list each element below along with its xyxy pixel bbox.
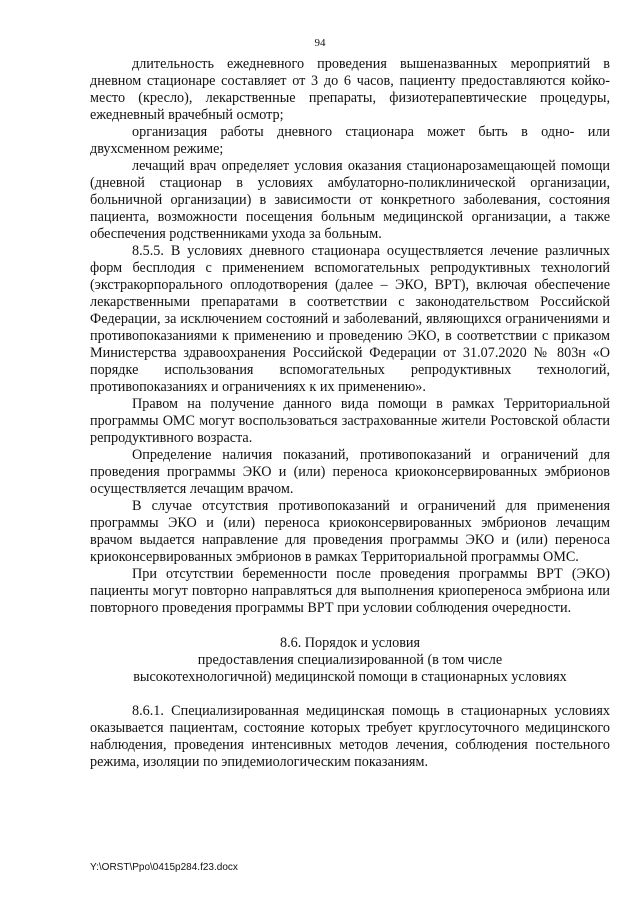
paragraph-shift-mode: организация работы дневного стационара может быть в одно- или двухсменном режиме; (90, 124, 610, 157)
paragraph-repeat-program: При отсутствии беременности после проведения программы ВРТ (ЭКО) пациенты могут повторно направляться для выполнения криопереноса эмбриона или повторного проведения программы ВРТ при условии соблюдения очередности. (90, 566, 610, 616)
paragraph-eligibility: Правом на получение данного вида помощи в рамках Территориальной программы ОМС могут воспользоваться застрахованные жители Ростовской области репродуктивного возраста. (90, 396, 610, 446)
paragraph-8-5-5-ivf: 8.5.5. В условиях дневного стационара осуществляется лечение различных форм бесплодия с применением вспомогательных репродуктивных технологий (экстракорпорального оплодотворения (далее – ЭКО, ВРТ), включая обеспечение лекарственными препаратами в соответствии с законодательством Российской Федерации, за исключением состояний и заболеваний, являющихся ограничениями и противопоказаниями к применению и проведению ЭКО, в соответствии с приказом Министерства здравоохранения Российской Федерации от 31.07.2020 № 803н «О порядке использования вспомогательных репродуктивных технологий, противопоказаниях и ограничениях к их применению». (90, 243, 610, 395)
section-heading-8-6 (90, 635, 610, 686)
paragraph-8-6-1: 8.6.1. Специализированная медицинская помощь в стационарных условиях оказывается пациентам, состояние которых требует круглосуточного медицинского наблюдения, проведения интенсивных методов лечения, соблюдения постельного режима, изоляции по эпидемиологическим показаниям. (90, 703, 610, 770)
paragraph-day-hospital-duration: длительность ежедневного проведения вышеназванных мероприятий в дневном стационаре составляет от 3 до 6 часов, пациенту предоставляются койко-место (кресло), лекарственные препараты, физиотерапевтические процедуры, ежедневный врачебный осмотр; (90, 56, 610, 123)
heading-line-2: предоставления специализированной (в том числе (197, 652, 503, 668)
heading-line-1: 8.6. Порядок и условия (279, 635, 421, 651)
paragraph-indications: Определение наличия показаний, противопоказаний и ограничений для проведения программы ЭКО и (или) переноса криоконсервированных эмбрионов осуществляется лечащим врачом. (90, 447, 610, 497)
document-body (90, 56, 610, 771)
heading-line-3: высокотехнологичной) медицинской помощи в стационарных условиях (133, 669, 567, 685)
paragraph-referral: В случае отсутствия противопоказаний и ограничений для применения программы ЭКО и (или) переноса криоконсервированных эмбрионов лечащим врачом выдается направление для проведения программы ЭКО и (или) переноса криоконсервированных эмбрионов в рамках Территориальной программы ОМС. (90, 498, 610, 565)
footer-file-path: Y:\ORST\Ppo\0415p284.f23.docx (90, 862, 238, 873)
page-number: 94 (314, 37, 326, 49)
paragraph-attending-physician: лечащий врач определяет условия оказания стационарозамещающей помощи (дневной стационар в условиях амбулаторно-поликлинической организации, больничной организации) в зависимости от конкретного заболевания, состояния пациента, возможности посещения больным медицинской организации, а также обеспечения родственниками ухода за больным. (90, 158, 610, 242)
